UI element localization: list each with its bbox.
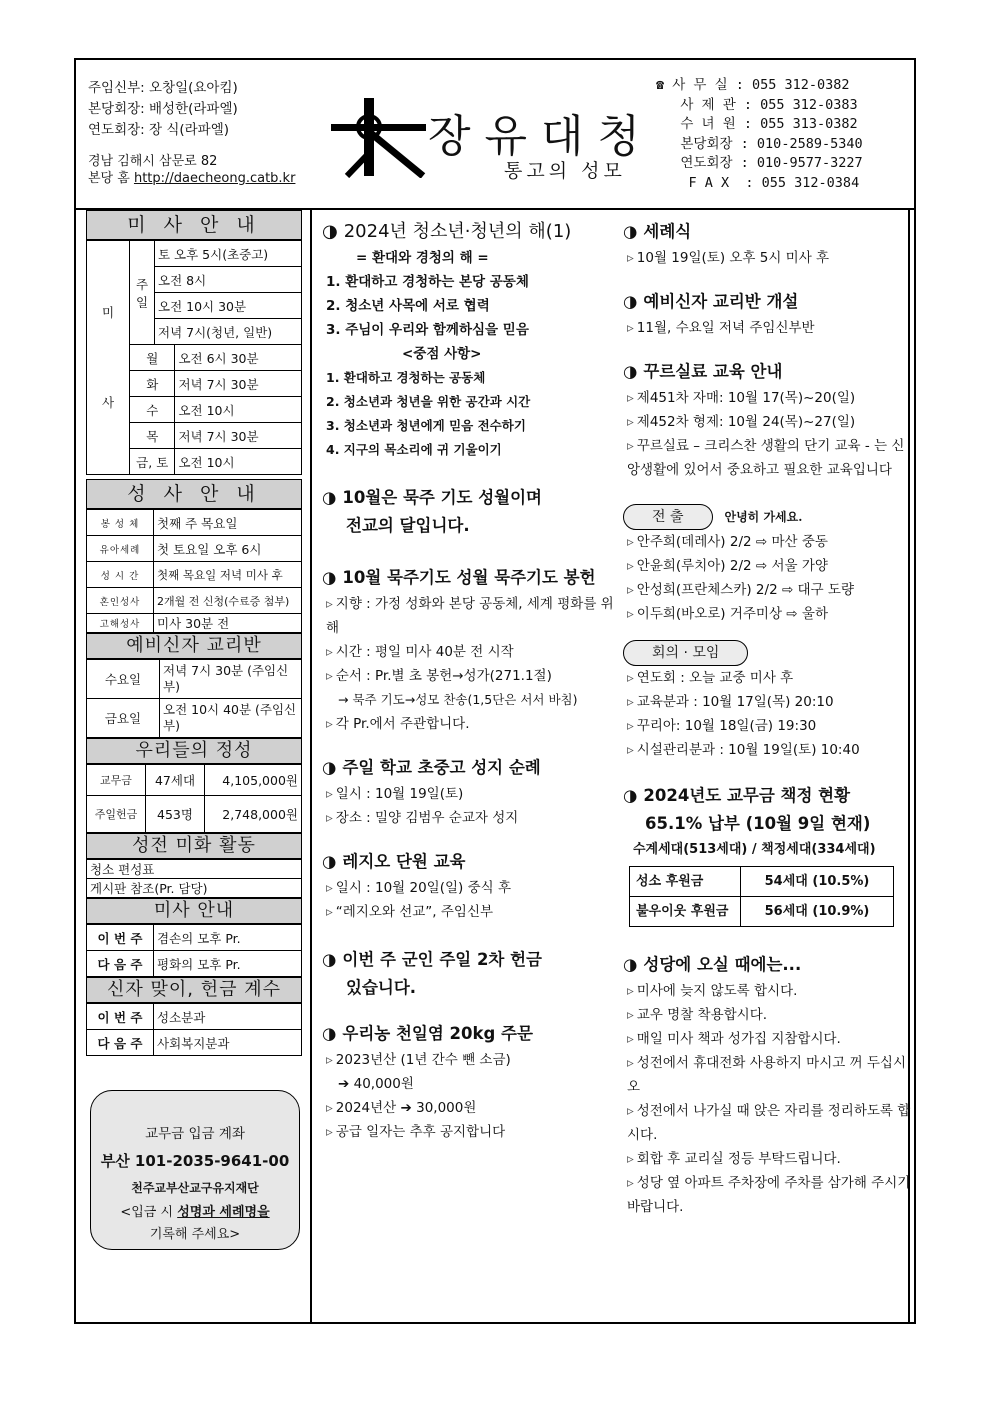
- military-sunday-heading-2: 있습니다.: [346, 978, 417, 997]
- sacrament-name: 혼인성사: [87, 588, 154, 614]
- home-link[interactable]: http://daecheong.catb.kr: [133, 171, 296, 186]
- welcome-table: [86, 1003, 302, 1056]
- sacrament-name: 봉 성 체: [87, 510, 154, 536]
- weekday-time: 오전 6시 30분: [175, 345, 302, 371]
- etiquette-item: ▹ 매일 미사 책과 성가집 지참합시다.: [627, 1031, 841, 1047]
- sacrament-time: 첫째 주 목요일: [154, 510, 302, 536]
- offering-table: [86, 764, 302, 833]
- catechism-day: 금요일: [87, 699, 160, 738]
- duty-group: 겸손의 모후 Pr.: [154, 925, 302, 951]
- left-sidebar: [86, 210, 302, 1056]
- etiquette-item: ▹ 미사에 늦지 않도록 합시다.: [627, 983, 798, 999]
- catechism-time: 오전 10시 40분 (주임신부): [160, 699, 302, 738]
- support-type: 불우이웃 후원금: [630, 897, 741, 927]
- weekday-time: 오전 10시: [175, 449, 302, 475]
- sunday-label: 주일: [130, 241, 155, 345]
- bank-note: <입금 시 성명과 세례명을 기록해 주세요>: [120, 1205, 270, 1242]
- support-table: [629, 866, 894, 927]
- duty-group: 사회복지분과: [154, 1030, 302, 1056]
- offering-heading: 우리들의 정성: [86, 738, 302, 764]
- beautification-heading: 성전 미화 활동: [86, 833, 302, 859]
- sunday-time: 저녁 7시(청년, 일반): [155, 319, 302, 345]
- weekday-name: 월: [130, 345, 175, 371]
- contact-list: ☎ 사 무 실 : 055 312-0382 사 제 관 : 055 312-0383 수 녀 원 : 055 313-0382 본당회장 : 010-2589-5340 연도회장 : 010-9577-3227 F A X : 055 312-0384: [656, 77, 863, 191]
- offering-type: 주일헌금: [87, 796, 146, 833]
- mass-schedule-table: [86, 240, 302, 475]
- sacrament-time: 2개월 전 신청(수료증 첨부): [154, 588, 302, 614]
- offering-type: 교무금: [87, 765, 146, 796]
- bank-holder: 천주교부산교구유지재단: [131, 1181, 259, 1195]
- transfer-out-item: ▹ 안주희(데레사) 2/2 ⇨ 마산 중동: [627, 534, 828, 550]
- etiquette-item: ▹ 회합 후 교리실 정등 부탁드립니다.: [627, 1151, 841, 1167]
- support-value: 54세대 (10.5%): [741, 867, 894, 897]
- beautification-line: 청소 편성표: [87, 860, 302, 879]
- duty-week: 다 음 주: [87, 951, 154, 977]
- mass-label-cell: 미 사: [87, 241, 130, 475]
- cursillo-item: ▹ 꾸르실료 – 크리스찬 생활의 단기 교육 - 는 신앙생활에 있어서 중요하고 필요한 교육입니다: [627, 438, 905, 478]
- weekday-time: 저녁 7시 30분: [175, 371, 302, 397]
- transfer-out-item: ▹ 안윤희(루치아) 2/2 ⇨ 서울 가양: [627, 558, 828, 574]
- etiquette-item: ▹ 성전에서 나가실 때 앉은 자리를 정리하도록 합시다.: [627, 1103, 911, 1143]
- welcome-heading: 신자 맞이, 헌금 계수: [86, 977, 302, 1003]
- sacrament-time: 미사 30분 전: [154, 614, 302, 633]
- meeting-item: ▹ 꾸리아: 10월 18일(금) 19:30: [627, 718, 817, 734]
- church-etiquette-heading: ◑ 성당에 오실 때에는...: [623, 951, 913, 979]
- sunday-time: 오전 8시: [155, 267, 302, 293]
- focus-heading: <중점 사항>: [402, 346, 482, 362]
- prayer-president-line: 연도회장: 장 식(라파엘): [88, 122, 230, 138]
- duty-group: 평화의 모후 Pr.: [154, 951, 302, 977]
- baptism-item: ▹ 10월 19일(토) 오후 5시 미사 후: [627, 250, 830, 266]
- rosary-month-heading-2: 전교의 달입니다.: [346, 516, 470, 535]
- sacrament-name: 유아세례: [87, 536, 154, 562]
- sea-salt-heading: ◑ 우리농 천일염 20kg 주문: [322, 1020, 622, 1048]
- catechism-heading: 예비신자 교리반: [86, 633, 302, 659]
- bank-account-number: 부산 101-2035-9641-00: [100, 1152, 290, 1170]
- transfer-out-label: 전 출: [623, 504, 713, 530]
- duty-week: 다 음 주: [87, 1030, 154, 1056]
- transfer-out-item: ▹ 이두희(바오로) 거주미상 ⇨ 울하: [627, 606, 828, 622]
- bank-title: 교무금 입금 계좌: [145, 1126, 245, 1142]
- sacrament-name: 고해성사: [87, 614, 154, 633]
- home-label: 본당 홈: [88, 171, 134, 186]
- sacrament-heading: 성 사 안 내: [86, 479, 302, 509]
- cross-logo-icon: [331, 98, 431, 178]
- rosary-offering-item: ▹ 각 Pr.에서 주관합니다.: [326, 716, 470, 732]
- bulletin-title: 장유대청: [428, 111, 655, 162]
- weekday-time: 오전 10시: [175, 397, 302, 423]
- youth-goal: 3. 주님이 우리와 함께하심을 믿음: [326, 322, 529, 338]
- support-value: 56세대 (10.9%): [741, 897, 894, 927]
- sea-salt-item: ➔ 40,000원: [338, 1076, 414, 1092]
- sacrament-time: 첫 토요일 오후 6시: [154, 536, 302, 562]
- bulletin-subtitle: 통고의 성모: [504, 160, 626, 182]
- etiquette-item: ▹ 성전에서 휴대전화 사용하지 마시고 꺼 두십시오: [627, 1055, 907, 1095]
- offering-amount: 2,748,000원: [205, 796, 302, 833]
- weekday-name: 목: [130, 423, 175, 449]
- middle-column: [322, 214, 622, 1144]
- beautification-table: [86, 859, 302, 898]
- cursillo-item: ▹ 제452차 형제: 10월 24(목)~27(일): [627, 414, 856, 430]
- sea-salt-item: ▹ 2024년산 ➔ 30,000원: [326, 1100, 477, 1116]
- sea-salt-item: ▹ 공급 일자는 추후 공지합니다: [326, 1124, 506, 1140]
- catechism-time: 저녁 7시 30분 (주임신부): [160, 660, 302, 699]
- youth-goal: 1. 환대하고 경청하는 본당 공동체: [326, 274, 529, 290]
- etiquette-item: ▹ 교우 명찰 착용합시다.: [627, 1007, 768, 1023]
- catechism-table: [86, 659, 302, 738]
- tithe-heading: ◑ 2024년도 교무금 책정 현황: [623, 782, 913, 810]
- focus-item: 2. 청소년과 청년을 위한 공간과 시간: [326, 394, 531, 409]
- youth-year-subtitle: = 환대와 경청의 해 =: [356, 250, 489, 266]
- column-divider-left: [310, 208, 312, 1324]
- youth-goal: 2. 청소년 사목에 서로 협력: [326, 298, 490, 314]
- bulletin-page: [74, 58, 916, 1324]
- youth-year-heading: ◑ 2024년 청소년·청년의 해(1): [322, 218, 622, 246]
- tithe-rate: 65.1% 납부 (10월 9일 현재): [645, 814, 871, 833]
- rosary-offering-item: ▹ 지향 : 가정 성화와 본당 공동체, 세계 평화를 위해: [326, 596, 614, 636]
- focus-item: 1. 환대하고 경청하는 공동체: [326, 370, 486, 385]
- rosary-offering-item: → 묵주 기도→성모 찬송(1,5단은 서서 바침): [338, 692, 578, 707]
- cursillo-heading: ◑ 꾸르실료 교육 안내: [623, 358, 913, 386]
- rosary-month-heading: ◑ 10월은 묵주 기도 성월이며: [322, 484, 622, 512]
- rosary-offering-item: ▹ 시간 : 평일 미사 40분 전 시작: [326, 644, 514, 660]
- meeting-label: 회의 · 모임: [623, 640, 748, 666]
- duty-week: 이 번 주: [87, 925, 154, 951]
- legio-item: ▹ 일시 : 10월 20일(일) 중식 후: [326, 880, 512, 896]
- right-column: [623, 214, 913, 1219]
- baptism-heading: ◑ 세례식: [623, 218, 913, 246]
- address: 경남 김해시 삼문로 82: [88, 154, 218, 169]
- catechumen-class-heading: ◑ 예비신자 교리반 개설: [623, 288, 913, 316]
- transfer-out-farewell: 안녕히 가세요.: [724, 510, 803, 524]
- sacrament-table: [86, 509, 302, 633]
- weekday-name: 화: [130, 371, 175, 397]
- offering-amount: 4,105,000원: [205, 765, 302, 796]
- legio-item: ▹ “레지오와 선교”, 주임신부: [326, 904, 494, 920]
- cursillo-item: ▹ 제451차 자매: 10월 17(목)~20(일): [627, 390, 856, 406]
- bank-account-box: [90, 1090, 300, 1250]
- mass-duty-table: [86, 924, 302, 977]
- bulletin-header: [76, 60, 914, 210]
- sacrament-name: 성 시 간: [87, 562, 154, 588]
- pilgrimage-heading: ◑ 주일 학교 초중고 성지 순례: [322, 754, 622, 782]
- header-left: [88, 78, 295, 187]
- meeting-item: ▹ 연도회 : 오늘 교중 미사 후: [627, 670, 794, 686]
- weekday-name: 금, 토: [130, 449, 175, 475]
- rosary-offering-item: ▹ 순서 : Pr.별 초 봉헌→성가(271.1절): [326, 668, 552, 684]
- mass-duty-heading: 미사 안내: [86, 898, 302, 924]
- catechism-day: 수요일: [87, 660, 160, 699]
- pilgrimage-item: ▹ 일시 : 10월 19일(토): [326, 786, 464, 802]
- transfer-out-item: ▹ 안성희(프란체스카) 2/2 ⇨ 대구 도량: [627, 582, 855, 598]
- rosary-offering-heading: ◑ 10월 묵주기도 성월 묵주기도 봉헌: [322, 564, 622, 592]
- offering-count: 47세대: [146, 765, 205, 796]
- tithe-households: 수계세대(513세대) / 책정세대(334세대): [633, 842, 876, 857]
- offering-count: 453명: [146, 796, 205, 833]
- catechumen-class-item: ▹ 11월, 수요일 저녁 주임신부반: [627, 320, 815, 336]
- sunday-time: 토 오후 5시(초중고): [155, 241, 302, 267]
- beautification-line: 게시판 참조(Pr. 담당): [87, 879, 302, 898]
- focus-item: 3. 청소년과 청년에게 믿음 전수하기: [326, 418, 526, 433]
- weekday-time: 저녁 7시 30분: [175, 423, 302, 449]
- pastor-line: 주임신부: 오창일(요아킴): [88, 80, 238, 96]
- sunday-time: 오전 10시 30분: [155, 293, 302, 319]
- mass-guide-heading: 미 사 안 내: [86, 210, 302, 240]
- meeting-item: ▹ 시설관리분과 : 10월 19일(토) 10:40: [627, 742, 860, 758]
- pilgrimage-item: ▹ 장소 : 밀양 김범우 순교자 성지: [326, 810, 519, 826]
- sea-salt-item: ▹ 2023년산 (1년 간수 뺀 소금): [326, 1052, 511, 1068]
- legio-heading: ◑ 레지오 단원 교육: [322, 848, 622, 876]
- parish-president-line: 본당회장: 배성한(라파엘): [88, 101, 238, 117]
- focus-item: 4. 지구의 목소리에 귀 기울이기: [326, 442, 502, 457]
- duty-week: 이 번 주: [87, 1004, 154, 1030]
- meeting-item: ▹ 교육분과 : 10월 17일(목) 20:10: [627, 694, 834, 710]
- weekday-name: 수: [130, 397, 175, 423]
- sacrament-time: 첫째 목요일 저녁 미사 후: [154, 562, 302, 588]
- etiquette-item: ▹ 성당 옆 아파트 주차장에 주차를 삼가해 주시기 바랍니다.: [627, 1175, 911, 1215]
- support-type: 성소 후원금: [630, 867, 741, 897]
- military-sunday-heading: ◑ 이번 주 군인 주일 2차 헌금: [322, 946, 622, 974]
- duty-group: 성소분과: [154, 1004, 302, 1030]
